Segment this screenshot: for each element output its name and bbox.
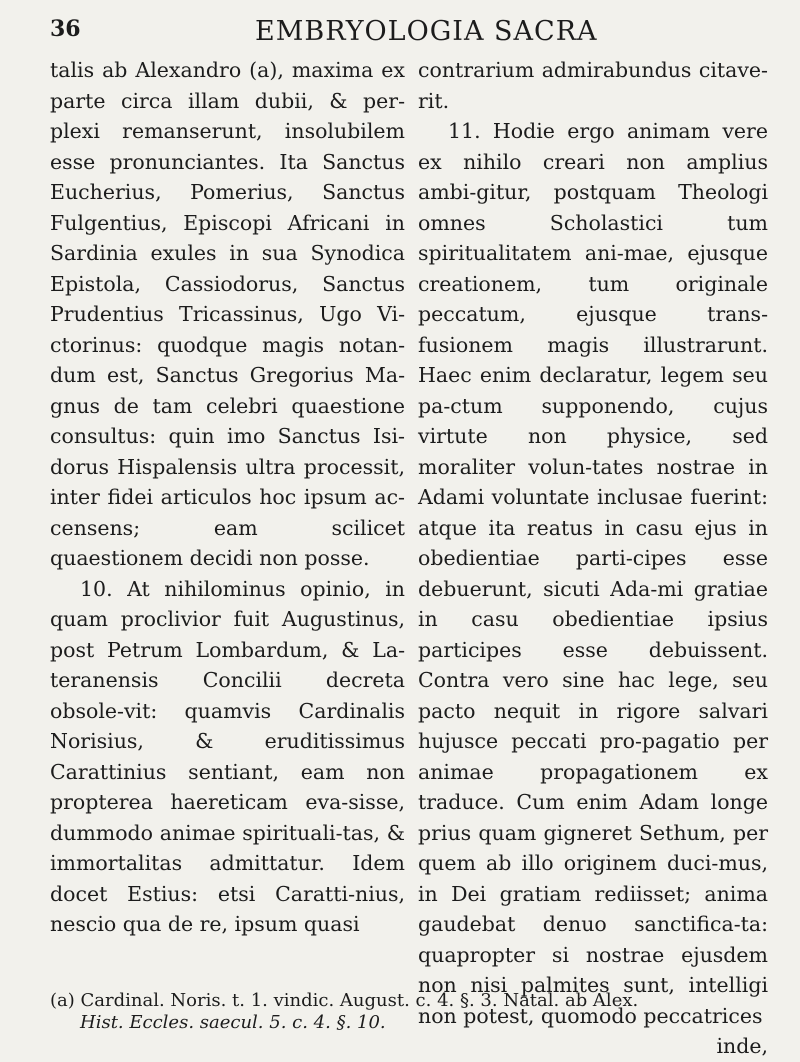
footnote-line-1: (a) Cardinal. Noris. t. 1. vindic. August. c. 4. §. 3. Natal. ab Alex. [50,990,639,1011]
right-column [418,55,768,1062]
footnote-line-2: Hist. Eccles. saecul. 5. c. 4. §. 10. [80,1012,386,1033]
running-title: EMBRYOLOGIA SACRA [255,16,598,47]
paragraph-9-end: contrarium admirabundus citave-rit. [418,58,768,113]
left-column [50,55,405,940]
page-header [50,10,770,50]
paragraph-9-continued: talis ab Alexandro (a), maxima ex parte circa illam dubii, & per-plexi remanserunt, insolubilem esse pronunciantes. Ita Sanctus Eucherius, Pomerius, Sanctus Fulgentius, Episcopi Africani in Sardinia exules in sua Synodica Epistola, Cassiodorus, Sanctus Prudentius Tricassinus, Ugo Vi-ctorinus: quodque magis notan-dum est, Sanctus Gregorius Ma-gnus de tam celebri quaestione consultus: quin imo Sanctus Isi-dorus Hispalensis ultra processit, inter fidei articulos hoc ipsum ac-censens; eam scilicet quaestionem decidi non posse. [50,58,405,570]
paragraph-10: 10. At nihilominus opinio, in quam proclivior fuit Augustinus, post Petrum Lombardum, & La-teranensis Concilii decreta obsole-vit: quamvis Cardinalis Norisius, & eruditissimus Carattinius sentiant, eam non propterea haereticam eva-sisse, dummodo animae spirituali-tas, & immortalitas admittatur. Idem docet Estius: etsi Caratti-nius, nescio qua de re, ipsum quasi [50,576,405,936]
page-number: 36 [50,16,81,42]
catchword: inde, [716,1034,768,1058]
footnote [50,990,770,1034]
paragraph-11: 11. Hodie ergo animam vere ex nihilo creari non amplius ambi-gitur, postquam Theologi omnes Scholastici tum spiritualitatem ani-mae, ejusque creationem, tum originale peccatum, ejusque trans-fusionem magis illustrarunt. Haec enim declaratur, legem seu pa-ctum supponendo, cujus virtute non physice, sed moraliter volun-tates nostrae in Adami voluntate inclusae fuerint: atque ita reatus in casu ejus in obedientiae parti-cipes esse debuerunt, sicuti Ada-mi gratiae in casu obedientiae ipsius participes esse debuissent. Contra vero sine hac lege, seu pacto nequit in rigore salvari hujusce peccati pro-pagatio per animae propagationem ex traduce. Cum enim Adam longe prius quam gigneret Sethum, per quem ab illo originem duci-mus, in Dei gratiam rediisset; anima gaudebat denuo sanctifica-ta: quapropter si nostrae ejusdem non nisi palmites sunt, intelligi non potest, quomodo peccatrices [418,119,768,1028]
